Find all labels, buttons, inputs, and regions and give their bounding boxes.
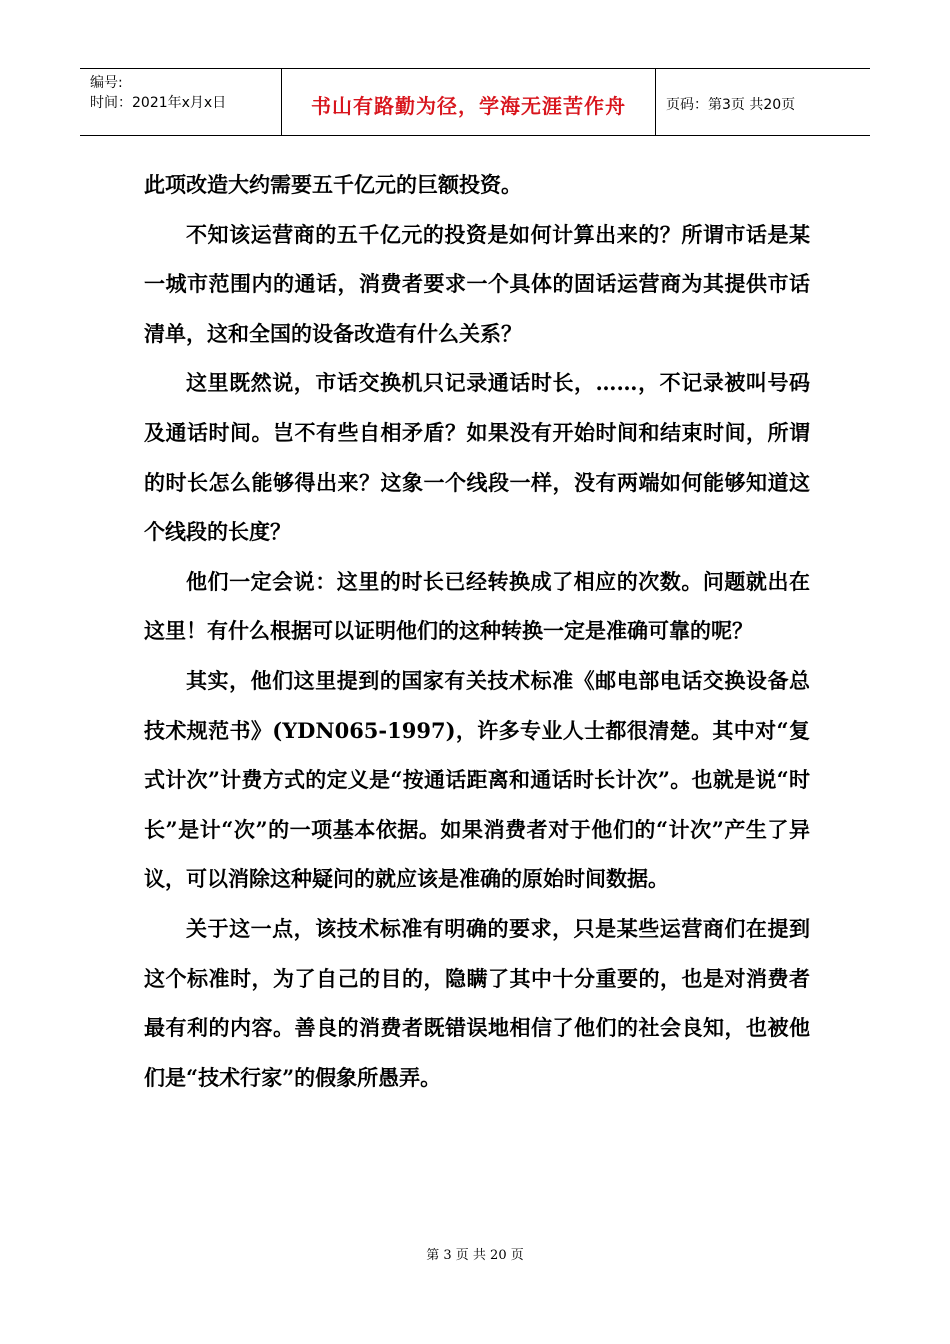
document-body [144, 160, 810, 1102]
paragraph: 不知该运营商的五千亿元的投资是如何计算出来的？所谓市话是某一城市范围内的通话，消费者要求一个具体的固话运营商为其提供市话清单，这和全国的设备改造有什么关系？ [144, 221, 810, 346]
time-label: 时间：2021年x月x日 [90, 95, 227, 111]
paragraph: 他们一定会说：这里的时长已经转换成了相应的次数。问题就出在这里！有什么根据可以证明他们的这种转换一定是准确可靠的呢？ [144, 568, 810, 644]
header-motto: 书山有路勤为径，学海无涯苦作舟 [282, 69, 656, 135]
header-page-info: 页码：第3页 共20页 [666, 97, 796, 113]
header-meta [80, 69, 282, 135]
page-header [80, 68, 870, 136]
paragraph: 其实，他们这里提到的国家有关技术标准《邮电部电话交换设备总技术规范书》(YDN065-1997)，许多专业人士都很清楚。其中对“复式计次”计费方式的定义是“按通话距离和通话时长计次”。也就是说“时长”是计“次”的一项基本依据。如果消费者对于他们的“计次”产生了异议，可以消除这种疑问的就应该是准确的原始时间数据。 [144, 667, 810, 892]
paragraph: 此项改造大约需要五千亿元的巨额投资。 [144, 172, 522, 197]
page-footer: 第 3 页 共 20 页 [426, 1248, 524, 1263]
paragraph: 这里既然说，市话交换机只记录通话时长，……，不记录被叫号码及通话时间。岂不有些自相矛盾？如果没有开始时间和结束时间，所谓的时长怎么能够得出来？这象一个线段一样，没有两端如何能够知道这个线段的长度？ [144, 370, 810, 545]
serial-label: 编号: [90, 75, 123, 91]
paragraph: 关于这一点，该技术标准有明确的要求，只是某些运营商们在提到这个标准时，为了自己的目的，隐瞒了其中十分重要的，也是对消费者最有利的内容。善良的消费者既错误地相信了他们的社会良知，也被他们是“技术行家”的假象所愚弄。 [144, 915, 810, 1090]
